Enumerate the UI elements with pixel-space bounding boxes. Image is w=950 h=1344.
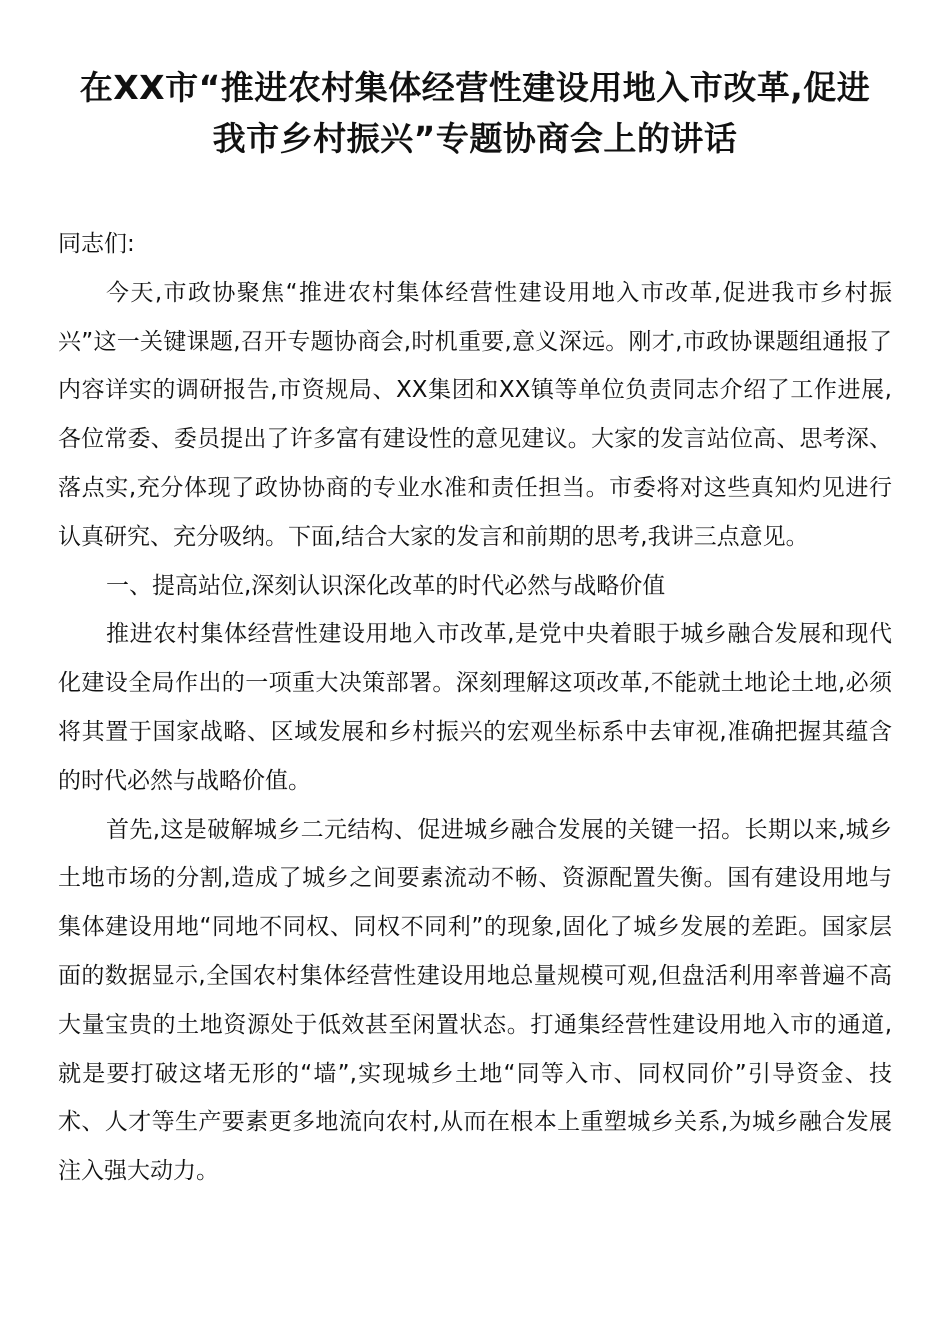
- section-paragraph: 首先,这是破解城乡二元结构、促进城乡融合发展的关键一招。长期以来,城乡土地市场的分割,造成了城乡之间要素流动不畅、资源配置失衡。国有建设用地与集体建设用地“同地不同权、同权不同利”的现象,固化了城乡发展的差距。国家层面的数据显示,全国农村集体经营性建设用地总量规模可观,但盘活利用率普遍不高大量宝贵的土地资源处于低效甚至闲置状态。打通集经营性建设用地入市的通道,就是要打破这堵无形的“墙”,实现城乡土地“同等入市、同权同价”引导资金、技术、人才等生产要素更多地流向农村,从而在根本上重塑城乡关系,为城乡融合发展注入强大动力。: [58, 816, 892, 1185]
- document-title: 在XX市“推进农村集体经营性建设用地入市改革,促进我市乡村振兴”专题协商会上的讲话: [79, 68, 871, 158]
- section-paragraph: 推进农村集体经营性建设用地入市改革,是党中央着眼于城乡融合发展和现代化建设全局作出的一项重大决策部署。深刻理解这项改革,不能就土地论土地,必须将其置于国家战略、区域发展和乡村振兴的宏观坐标系中去审视,准确把握其蕴含的时代必然与战略价值。: [58, 621, 892, 794]
- salutation: 同志们:: [58, 231, 135, 257]
- section-heading: 一、提高站位,深刻认识深化改革的时代必然与战略价值: [106, 572, 666, 599]
- document-body: [58, 220, 892, 1196]
- intro-paragraph: 今天,市政协聚焦“推进农村集体经营性建设用地入市改革,促进我市乡村振兴”这一关键课题,召开专题协商会,时机重要,意义深远。刚才,市政协课题组通报了内容详实的调研报告,市资规局、XX集团和XX镇等单位负责同志介绍了工作进展,各位常委、委员提出了许多富有建设性的意见建议。大家的发言站位高、思考深、落点实,充分体现了政协协商的专业水准和责任担当。市委将对这些真知灼见进行认真研究、充分吸纳。下面,结合大家的发言和前期的思考,我讲三点意见。: [58, 279, 892, 550]
